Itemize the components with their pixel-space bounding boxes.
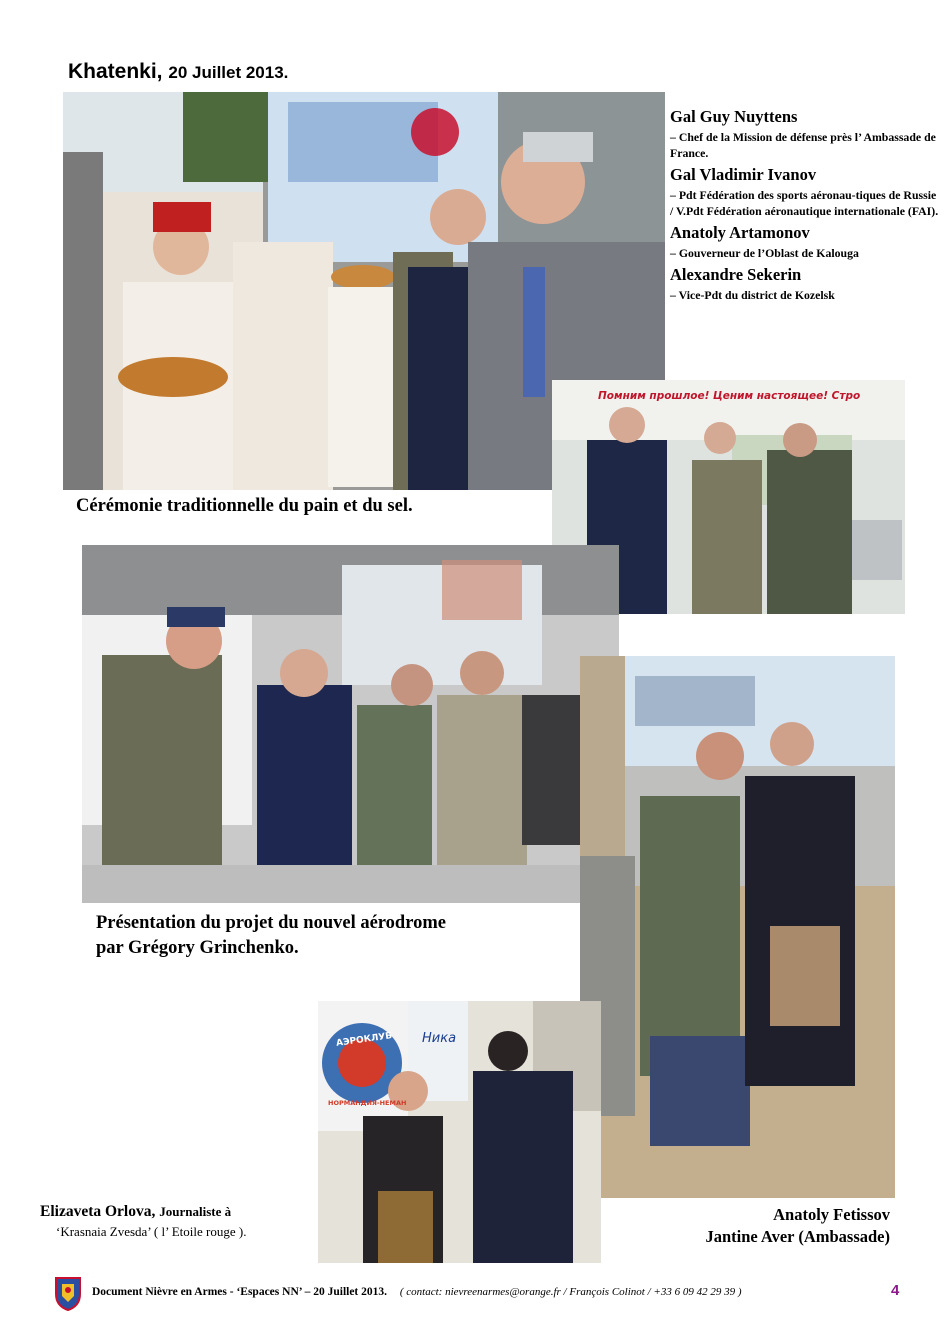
caption-orlova [40,1202,246,1242]
photo-fetissov-aver [580,656,895,1198]
title-date: 20 Juillet 2013. [168,63,289,82]
caption-aver: Jantine Aver (Ambassade) [705,1227,890,1246]
photo-orlova [318,1001,601,1263]
photo-presentation-group [82,545,619,903]
official-name: Gal Guy Nuyttens [670,107,798,126]
nievre-en-armes-logo [52,1274,84,1312]
footer-contact: ( contact: nievreenarmes@orange.fr / François Colinot / +33 6 09 42 29 39 ) [399,1286,742,1298]
caption-project [96,911,446,961]
official-name: Alexandre Sekerin [670,265,802,284]
caption-project-line1: Présentation du projet du nouvel aérodrome [96,913,446,933]
footer [92,1286,741,1298]
caption-orlova-role: Journaliste à [159,1204,232,1219]
official-role: – Pdt Fédération des sports aéronau-tiques de Russie / V.Pdt Fédération aéronautique internationale (FAI). [670,188,939,218]
aeroclub-logo-subtext: НОРМАНДИЯ-НЕМАН [328,1099,407,1107]
footer-document: Document Nièvre en Armes - ‘Espaces NN’ – 20 Juillet 2013. [92,1286,388,1298]
caption-fetissov: Anatoly Fetissov [773,1205,890,1224]
caption-orlova-name: Elizaveta Orlova, [40,1203,156,1220]
title-place: Khatenki, [68,60,163,83]
caption-project-line2: par Grégory Grinchenko. [96,938,299,958]
banner-text: Помним прошлое! Ценим настоящее! Стро [598,390,861,402]
officials-list [670,106,940,306]
page-number: 4 [891,1282,900,1299]
caption-orlova-line2: ‘Krasnaia Zvesda’ ( l’ Etoile rouge ). [56,1224,247,1239]
aeroclub-logo-text: АЭРОКЛУБ [335,1031,393,1049]
page-title [68,60,288,84]
official-role: – Chef de la Mission de défense près l’ Ambassade de France. [670,130,936,160]
official-role: – Gouverneur de l’Oblast de Kalouga [670,246,859,260]
caption-bread-salt: Cérémonie traditionnelle du pain et du sel. [76,496,413,516]
official-name: Gal Vladimir Ivanov [670,165,817,184]
official-name: Anatoly Artamonov [670,223,810,242]
nika-logo-text: Ника [422,1031,457,1046]
official-role: – Vice-Pdt du district de Kozelsk [670,288,835,302]
caption-fetissov-aver [705,1204,890,1248]
